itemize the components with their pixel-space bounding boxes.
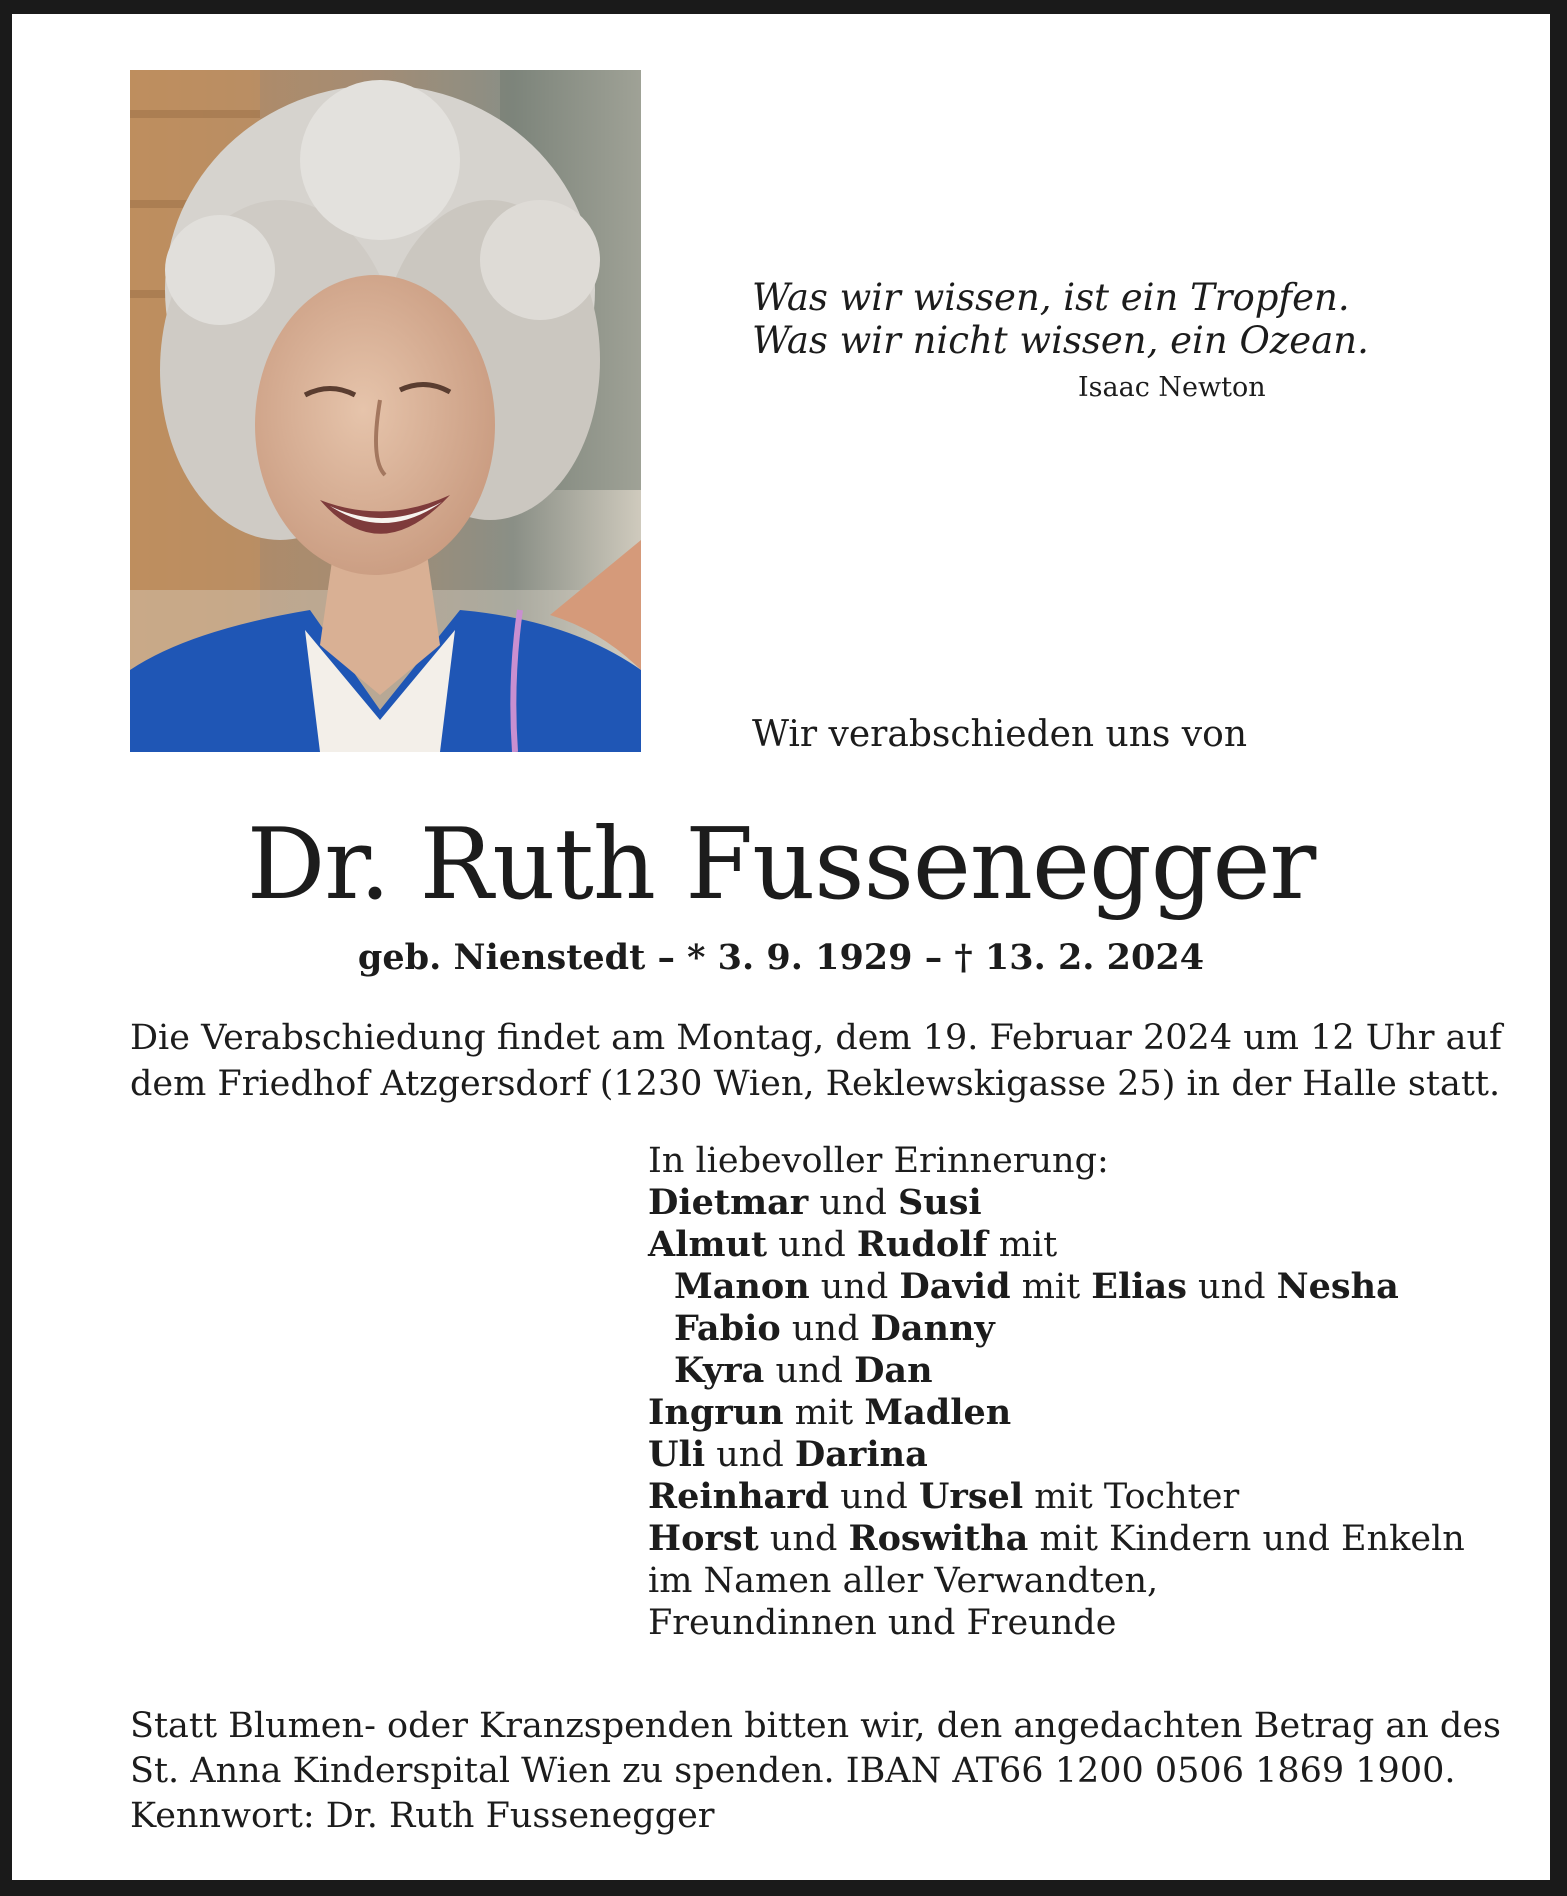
family-row: [648, 1182, 1465, 1224]
family-member-name: Uli: [648, 1434, 706, 1475]
family-rows: [648, 1182, 1465, 1644]
family-connector: und: [705, 1435, 795, 1475]
family-row: [648, 1224, 1465, 1266]
family-member-name: Fabio: [674, 1308, 781, 1349]
quote-author: Isaac Newton: [1078, 372, 1266, 403]
family-member-name: Reinhard: [648, 1476, 830, 1517]
quote: [752, 276, 1369, 362]
family-connector: und: [758, 1519, 849, 1559]
family-member-name: Elias: [1091, 1266, 1187, 1307]
donation-info: [130, 1704, 1501, 1839]
family-row: [648, 1476, 1465, 1518]
family-row: [648, 1560, 1465, 1602]
donation-line-1: Statt Blumen- oder Kranzspenden bitten wir, den angedachten Betrag an des: [130, 1706, 1501, 1746]
obituary-card: [12, 14, 1550, 1880]
family-row: [648, 1266, 1465, 1308]
family-member-name: Dan: [854, 1350, 933, 1391]
deceased-name: Dr. Ruth Fussenegger: [246, 808, 1316, 922]
family-member-name: Dietmar: [648, 1182, 809, 1223]
quote-line-1: Was wir wissen, ist ein Tropfen.: [752, 276, 1350, 319]
family-connector: und: [808, 1183, 898, 1223]
family-connector: mit: [783, 1393, 865, 1433]
family-connector: Freundinnen und Freunde: [648, 1603, 1117, 1643]
ceremony-info: [130, 1015, 1502, 1107]
family-member-name: Roswitha: [848, 1518, 1029, 1559]
family-member-name: Ingrun: [648, 1392, 784, 1433]
family-connector: im Namen aller Verwandten,: [648, 1561, 1159, 1601]
portrait-illustration: [130, 70, 641, 752]
family-connector: und: [764, 1351, 855, 1391]
quote-line-2: Was wir nicht wissen, ein Ozean.: [752, 319, 1369, 362]
family-row: [648, 1308, 1465, 1350]
family-intro: In liebevoller Erinnerung:: [648, 1141, 1109, 1181]
family-member-name: Horst: [648, 1518, 759, 1559]
family-connector: und: [829, 1477, 919, 1517]
family-member-name: David: [899, 1266, 1011, 1307]
family-member-name: Manon: [674, 1266, 810, 1307]
family-connector: und: [809, 1267, 900, 1307]
family-member-name: Susi: [897, 1182, 982, 1223]
donation-line-2: St. Anna Kinderspital Wien zu spenden. IBAN AT66 1200 0506 1869 1900.: [130, 1751, 1456, 1791]
family-row: [648, 1602, 1465, 1644]
farewell-text: Wir verabschieden uns von: [752, 714, 1247, 755]
family-row: [648, 1392, 1465, 1434]
family-row: [648, 1434, 1465, 1476]
ceremony-line-2: dem Friedhof Atzgersdorf (1230 Wien, Reklewskigasse 25) in der Halle statt.: [130, 1064, 1501, 1104]
family-member-name: Danny: [870, 1308, 995, 1349]
family-member-name: Ursel: [918, 1476, 1024, 1517]
family-connector: mit Tochter: [1023, 1477, 1240, 1517]
family-member-name: Nesha: [1276, 1266, 1399, 1307]
family-list: [648, 1140, 1465, 1644]
family-member-name: Madlen: [864, 1392, 1012, 1433]
family-member-name: Kyra: [674, 1350, 765, 1391]
family-row: [648, 1350, 1465, 1392]
birth-death-details: geb. Nienstedt – * 3. 9. 1929 – † 13. 2. 2024: [357, 937, 1205, 978]
family-row: [648, 1518, 1465, 1560]
ceremony-line-1: Die Verabschiedung findet am Montag, dem 19. Februar 2024 um 12 Uhr auf: [130, 1018, 1502, 1058]
portrait-photo: [130, 70, 641, 752]
family-member-name: Almut: [648, 1224, 768, 1265]
family-connector: mit Kindern und Enkeln: [1028, 1519, 1465, 1559]
family-member-name: Darina: [794, 1434, 928, 1475]
family-connector: mit: [1010, 1267, 1092, 1307]
family-connector: und: [1186, 1267, 1277, 1307]
family-connector: mit: [987, 1225, 1058, 1265]
donation-line-3: Kennwort: Dr. Ruth Fussenegger: [130, 1796, 715, 1836]
family-member-name: Rudolf: [856, 1224, 988, 1265]
family-connector: und: [780, 1309, 871, 1349]
family-connector: und: [767, 1225, 857, 1265]
